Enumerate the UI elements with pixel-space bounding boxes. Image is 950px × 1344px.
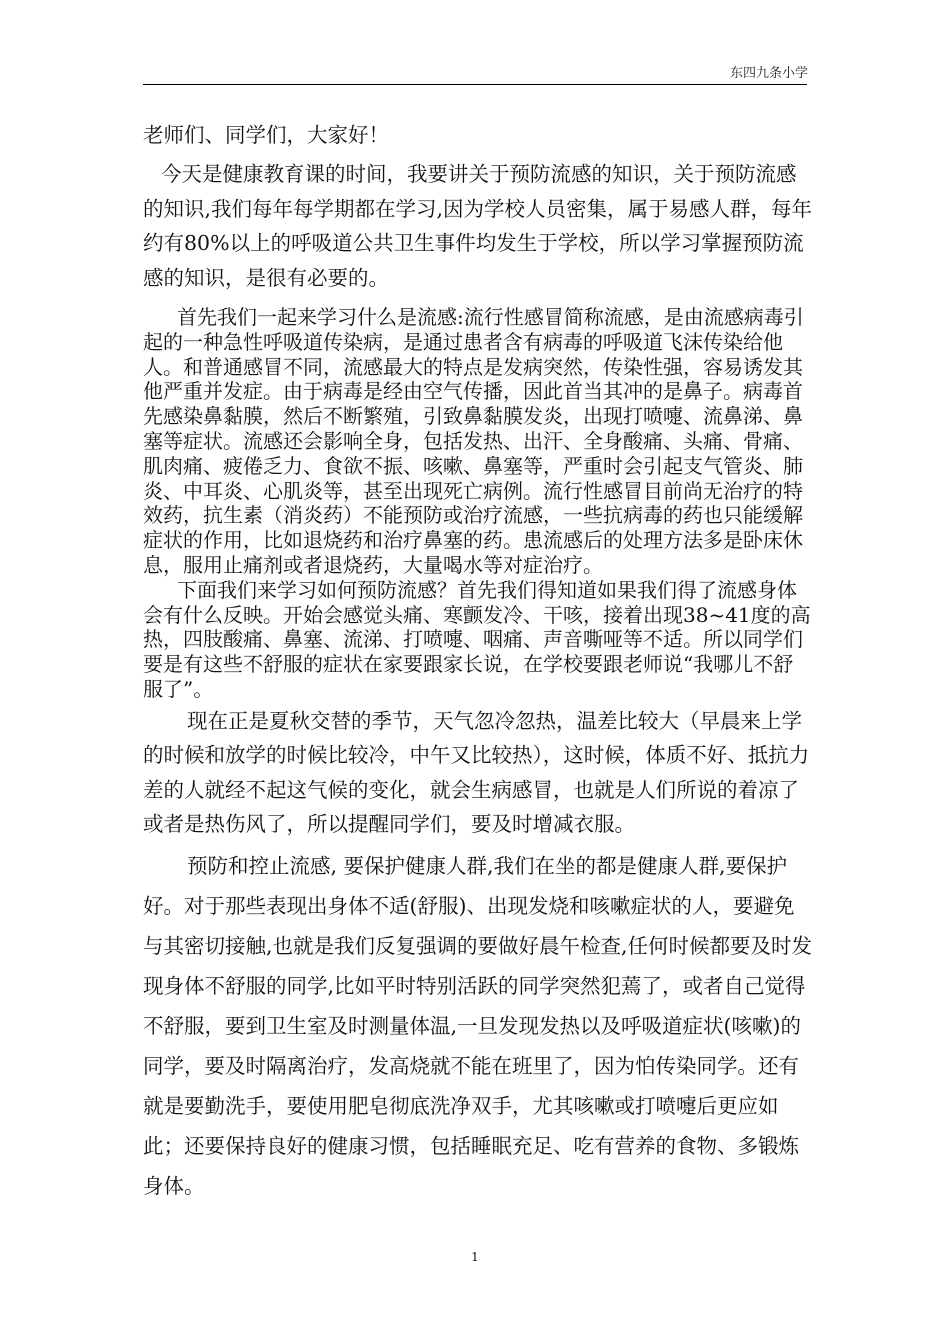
page-number: 1 [471,1250,479,1264]
header-school-name: 东四九条小学 [729,66,808,81]
paragraph-what-is-flu: 首先我们一起来学习什么是流感:流行性感冒简称流感，是由流感病毒引起的一种急性呼吸道传染病，是通过患者含有病毒的呼吸道飞沫传染给他人。和普通感冒不同，流感最大的特点是发病突然，传染性强，容易诱发其他严重并发症。由于病毒是经由空气传播，因此首当其冲的是鼻子。病毒首先感染鼻黏膜，然后不断繁殖，引致鼻黏膜发炎，出现打喷嚏、流鼻涕、鼻塞等症状。流感还会影响全身，包括发热、出汗、全身酸痛、头痛、骨痛、肌肉痛、疲倦乏力、食欲不振、咳嗽、鼻塞等，严重时会引起支气管炎、肺炎、中耳炎、心肌炎等，甚至出现死亡病例。流行性感冒目前尚无治疗的特效药，抗生素（消炎药）不能预防或治疗流感，一些抗病毒的药也只能缓解症状的作用，比如退烧药和治疗鼻塞的药。患流感后的处理方法多是卧床休息，服用止痛剂或者退烧药，大量喝水等对症治疗。 [143,305,804,577]
header-divider [143,84,807,85]
paragraph-prevention: 预防和控止流感, 要保护健康人群,我们在坐的都是健康人群,要保护好。对于那些表现出身体不适(舒服)、出现发烧和咳嗽症状的人，要避免与其密切接触,也就是我们反复强调的要做好晨午检查,任何时候都要及时发现身体不舒服的同学,比如平时特别活跃的同学突然犯蔫了，或者自己觉得不舒服，要到卫生室及时测量体温,一旦发现发热以及呼吸道症状(咳嗽)的同学，要及时隔离治疗，发高烧就不能在班里了，因为怕传染同学。还有就是要勤洗手，要使用肥皂彻底洗净双手，尤其咳嗽或打喷嚏后更应如此；还要保持良好的健康习惯，包括睡眠充足、吃有营养的食物、多锻炼身体。 [143,853,813,1198]
greeting: 老师们、同学们，大家好！ [143,123,389,147]
paragraph-intro: 今天是健康教育课的时间，我要讲关于预防流感的知识，关于预防流感的知识,我们每年每学期都在学习,因为学校人员密集，属于易感人群，每年约有80%以上的呼吸道公共卫生事件均发生于学校，所以学习掌握预防流感的知识，是很有必要的。 [143,162,813,290]
paragraph-flu-symptoms: 下面我们来学习如何预防流感？首先我们得知道如果我们得了流感身体会有什么反映。开始会感觉头痛、寒颤发冷、干咳，接着出现38~41度的高热，四肢酸痛、鼻塞、流涕、打喷嚏、咽痛、声音嘶哑等不适。所以同学们要是有这些不舒服的症状在家要跟家长说，在学校要跟老师说“我哪儿不舒服了”。 [143,577,811,701]
document-body [143,118,813,1206]
paragraph-season: 现在正是夏秋交替的季节，天气忽冷忽热，温差比较大（早晨来上学的时候和放学的时候比较冷，中午又比较热），这时候，体质不好、抵抗力差的人就经不起这气候的变化，就会生病感冒，也就是人们所说的着凉了或者是热伤风了，所以提醒同学们，要及时增减衣服。 [143,708,810,837]
